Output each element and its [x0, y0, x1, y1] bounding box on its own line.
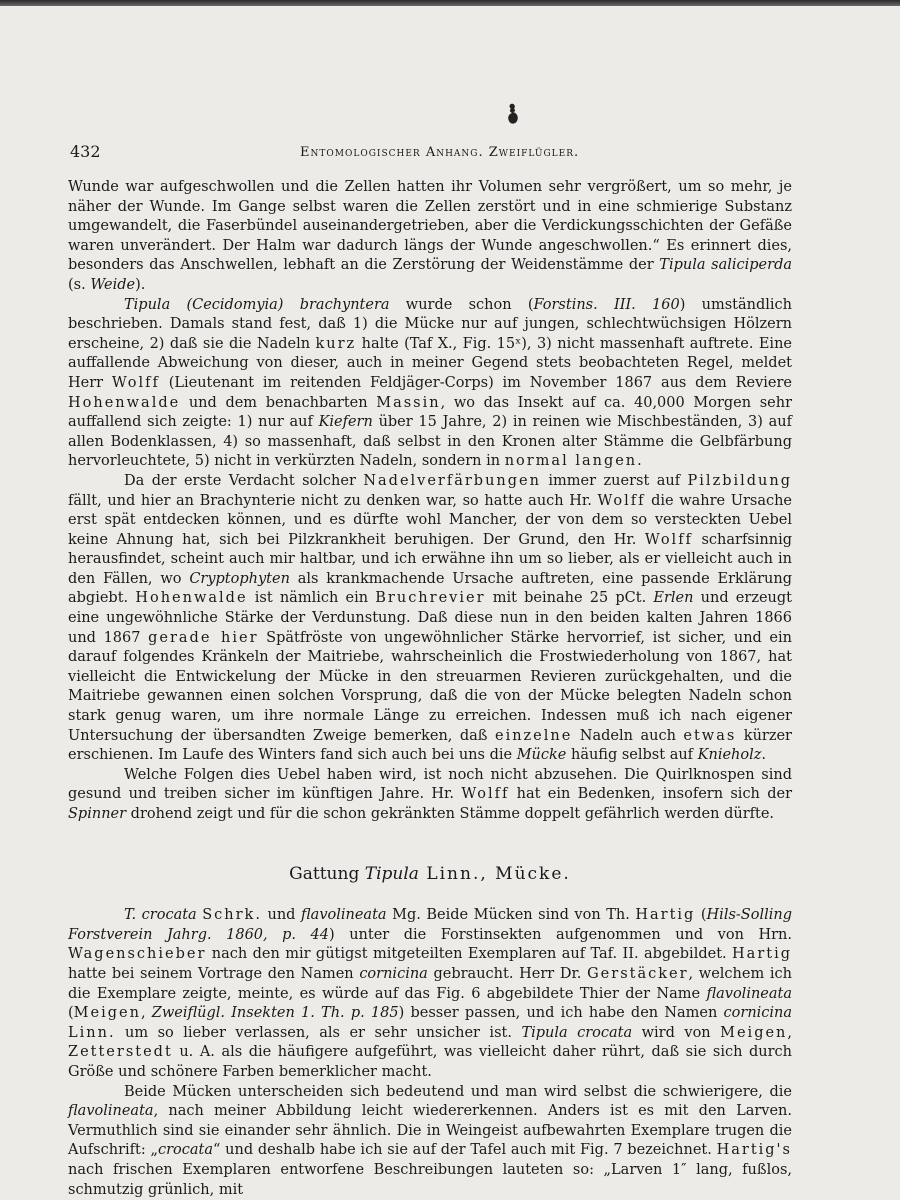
text-run: über 15 Jahre, 2) in reinen wie Mischbeständen, 3) auf allen Bodenklassen, 4) so massenhaft, daß selbst in den Kronen alter Stämme die Gelbfärbung hervorleuchtete, 5) nicht in verkürzten Nadeln, sondern in: [68, 414, 792, 470]
text-run: , nach meiner Abbildung leicht wiedererkennen. Anders ist es mit den Larven. Vermuthlich sind sie einander sehr ähnlich. Die in Weingeist aufbewahrten Exemplare trugen die Aufschrift: „: [68, 1103, 792, 1159]
text-run: mit beinahe 25 pCt.: [485, 590, 654, 607]
text-run: ist nämlich ein: [247, 590, 376, 607]
text-run: , wo das Insekt auf ca. 40,000 Morgen sehr auffallend sich zeigte: 1) nur auf: [68, 394, 793, 431]
text-run: Meigen: [73, 1005, 141, 1022]
text-run: kurz: [315, 335, 357, 352]
text-run: Erlen: [653, 590, 694, 607]
body-text: [68, 178, 792, 1200]
text-run: Tipula (Cecidomyia) brachyntera: [124, 296, 390, 313]
text-run: u. A. als die häufigere aufgeführt, was vielleicht daher rührt, daß sie sich durch Größe und schönere Farben bemerklicher macht.: [68, 1044, 792, 1080]
text-run: Tipula crocata: [521, 1024, 633, 1041]
text-run: ) unter die Forstinsekten aufgenommen und von Hrn.: [329, 926, 792, 943]
text-run: und dem benachbarten: [180, 394, 377, 411]
text-run: ) umständlich beschrieben. Damals stand fest, daß 1) die Mücke nur auf jungen, schlechtwüchsigen Hölzern erscheine, 2) daß sie die Nadeln: [68, 296, 792, 352]
text-run: Wolff: [111, 374, 160, 391]
ink-blot-icon: [506, 103, 520, 125]
text-run: Schrk.: [202, 907, 262, 924]
text-run: cornicina: [359, 965, 428, 982]
text-run: Wolff: [461, 786, 510, 803]
text-run: ,: [140, 1005, 152, 1022]
text-run: um so lieber verlassen, als er sehr unsicher ist.: [115, 1024, 522, 1041]
text-run: Cryptophyten: [189, 570, 290, 587]
text-run: Spinner: [68, 806, 127, 822]
text-run: wurde schon (: [389, 296, 534, 313]
text-run: Wagenschieber: [68, 946, 207, 963]
text-run: Hartig's: [716, 1142, 792, 1159]
text-run: häufig selbst auf: [566, 747, 698, 764]
text-run: nach frischen Exemplaren entworfene Beschreibungen lauteten so: „Larven 1″ lang, fußlos, schmutzig grünlich, mit: [68, 1161, 792, 1198]
paragraph: [68, 1083, 792, 1200]
text-run: Mücke: [516, 747, 567, 764]
text-run: halte (Taf X., Fig. 15ˣ), 3) nicht massenhaft auftrete. Eine auffallende Abweichung von dieser, auch in meiner Gegend stets beobachteten Regel, meldet Herr: [68, 335, 792, 391]
text-run: (Lieutenant im reitenden Feldjäger-Corps) im November 1867 aus dem Reviere: [159, 374, 792, 391]
text-run: kürzer erschienen. Im Laufe des Winters fand sich auch bei uns die: [68, 727, 792, 764]
text-run: ) besser passen, und ich habe den Namen: [398, 1005, 724, 1022]
text-run: Kiefern: [318, 414, 373, 431]
text-run: nach den mir gütigst mitgeteilten Exemplaren auf Taf. II. abgebildet.: [206, 946, 733, 963]
text-run: cornicina: [723, 1005, 793, 1022]
paragraph: [68, 178, 792, 296]
text-run: Zetterstedt: [68, 1044, 173, 1061]
text-run: Hohenwalde: [135, 590, 248, 607]
text-run: fällt, und hier an Brachynterie nicht zu denken war, so hatte auch Hr.: [68, 492, 598, 509]
text-run: normal langen: [504, 453, 638, 470]
text-run: Gerstäcker: [587, 965, 689, 982]
text-run: Nadeln auch: [572, 727, 684, 744]
heading-prefix: Gattung: [289, 863, 365, 884]
text-run: gerade hier: [148, 629, 259, 646]
running-head: Entomologischer Anhang. Zweiflügler.: [300, 145, 580, 160]
text-run: ).: [135, 276, 146, 293]
paragraph: [68, 472, 792, 766]
text-run: Hartig: [732, 946, 792, 963]
paragraph: [68, 296, 792, 472]
text-run: Wolff: [644, 531, 693, 548]
text-run: als krankmachende Ursache auftreten, eine passende Erklärung abgiebt.: [68, 570, 792, 607]
text-run: (: [695, 907, 707, 924]
text-run: Tipula saliciperda: [659, 257, 792, 274]
page-number: 432: [70, 142, 101, 161]
text-run: Linn.: [68, 1024, 116, 1041]
text-run: Wunde war aufgeschwollen und die Zellen hatten ihr Volumen sehr vergrößert, um so mehr, je näher der Wunde. Im Gange selbst waren die Zellen zerstört und in eine schmierige Substanz umgewandelt, die Faserbündel auseinandergetrieben, aber die Verdickungsschichten der Gefäße waren unverändert. Der Halm war dadurch längs der Wunde angeschwollen.“ Es erinnert dies, besonders das Anschwellen, lebhaft an die Zerstörung der Weidenstämme der: [68, 179, 792, 274]
text-run: gebraucht. Herr Dr.: [427, 965, 588, 982]
text-run: Da der erste Verdacht solcher: [124, 472, 364, 489]
text-run: die wahre Ursache erst spät entdecken können, und es dürfte wohl Mancher, der von dem so versteckten Uebel keine Ahnung hat, sich bei Pilzkrankheit beruhigen. Der Grund, den Hr.: [68, 492, 793, 548]
heading-genus: Tipula: [364, 863, 419, 884]
text-run: Knieholz: [697, 747, 762, 764]
text-run: Zweiflügl. Insekten 1. Th. p. 185: [151, 1005, 399, 1022]
section-heading: [68, 865, 792, 885]
text-run: hatte bei seinem Vortrage den Namen: [68, 965, 360, 982]
text-run: Spätfröste von ungewöhnlicher Stärke hervorrief, ist sicher, und ein darauf folgendes Kränkeln der Maitriebe, wahrscheinlich die Frostwiederholung von 1867, hat vielleicht die Entwickelung der Mücke in den streuarmen Revieren zurückgehalten, und die Maitriebe gewannen einen solchen Vorsprung, daß die von der Mücke belegten Nadeln schon stark genug waren, um ihre normale Länge zu erreichen. Indessen muß ich nach eigener Untersuchung der übersandten Zweige bemerken, daß: [68, 629, 792, 744]
text-run: etwas: [683, 727, 737, 744]
text-run: .: [637, 453, 642, 470]
text-run: flavolineata: [301, 907, 387, 924]
text-run: Hohenwalde: [68, 394, 181, 411]
text-run: Welche Folgen dies Uebel haben wird, ist noch nicht abzusehen. Die Quirlknospen sind gesund und treiben sicher im künftigen Jahre. Hr.: [68, 766, 792, 803]
text-run: einzelne: [494, 727, 573, 744]
text-run: Hils-Solling Forstverein Jahrg. 1860, p. 44: [68, 907, 792, 943]
text-run: (: [68, 1005, 74, 1022]
text-run: crocata: [157, 1142, 214, 1159]
heading-rest: Linn., Mücke.: [418, 863, 571, 884]
text-run: Nadelverfärbungen: [363, 472, 541, 489]
paragraph: [68, 906, 792, 1082]
text-run: , welchem ich die Exemplare zeigte, meinte, es würde auf das Fig. 6 abgebildete Thier der Name: [68, 965, 792, 1002]
text-run: Massin: [376, 394, 441, 411]
text-run: Forstins. III. 160: [533, 296, 680, 313]
text-run: Wolff: [597, 492, 646, 509]
text-run: Beide Mücken unterscheiden sich bedeutend und man wird selbst die schwierigere, die: [124, 1083, 792, 1100]
text-run: flavolineata: [706, 985, 792, 1002]
text-run: (s.: [68, 276, 91, 293]
text-run: “ und deshalb habe ich sie auf der Tafel auch mit Fig. 7 bezeichnet.: [213, 1142, 717, 1159]
text-run: und: [261, 907, 301, 924]
text-run: ,: [787, 1024, 793, 1041]
text-run: T. crocata: [124, 907, 197, 924]
text-run: immer zuerst auf: [540, 472, 688, 489]
text-run: Weide: [90, 276, 136, 293]
text-run: Mg. Beide Mücken sind von Th.: [386, 907, 636, 924]
text-run: scharfsinnig herausfindet, scheint auch mir haltbar, und ich erwähne ihn um so lieber, als er vielleicht auch in den Fällen, wo: [68, 531, 792, 587]
text-run: Bruchrevier: [375, 590, 486, 607]
text-run: Hartig: [635, 907, 696, 924]
text-run: hat ein Bedenken, insofern sich der: [509, 786, 793, 803]
text-run: wird von: [632, 1024, 721, 1041]
text-run: .: [761, 747, 767, 764]
text-run: Pilzbildung: [687, 472, 792, 489]
text-run: und erzeugt eine ungewöhnliche Stärke der Verdunstung. Daß diese nun in den beiden kalten Jahren 1866 und 1867: [68, 590, 792, 646]
text-run: Meigen: [720, 1024, 788, 1041]
text-run: flavolineata: [68, 1103, 154, 1120]
paragraph: [68, 766, 792, 825]
text-run: drohend zeigt und für die schon gekränkten Stämme doppelt gefährlich werden dürfte.: [126, 806, 775, 822]
scan-edge: [0, 0, 900, 6]
